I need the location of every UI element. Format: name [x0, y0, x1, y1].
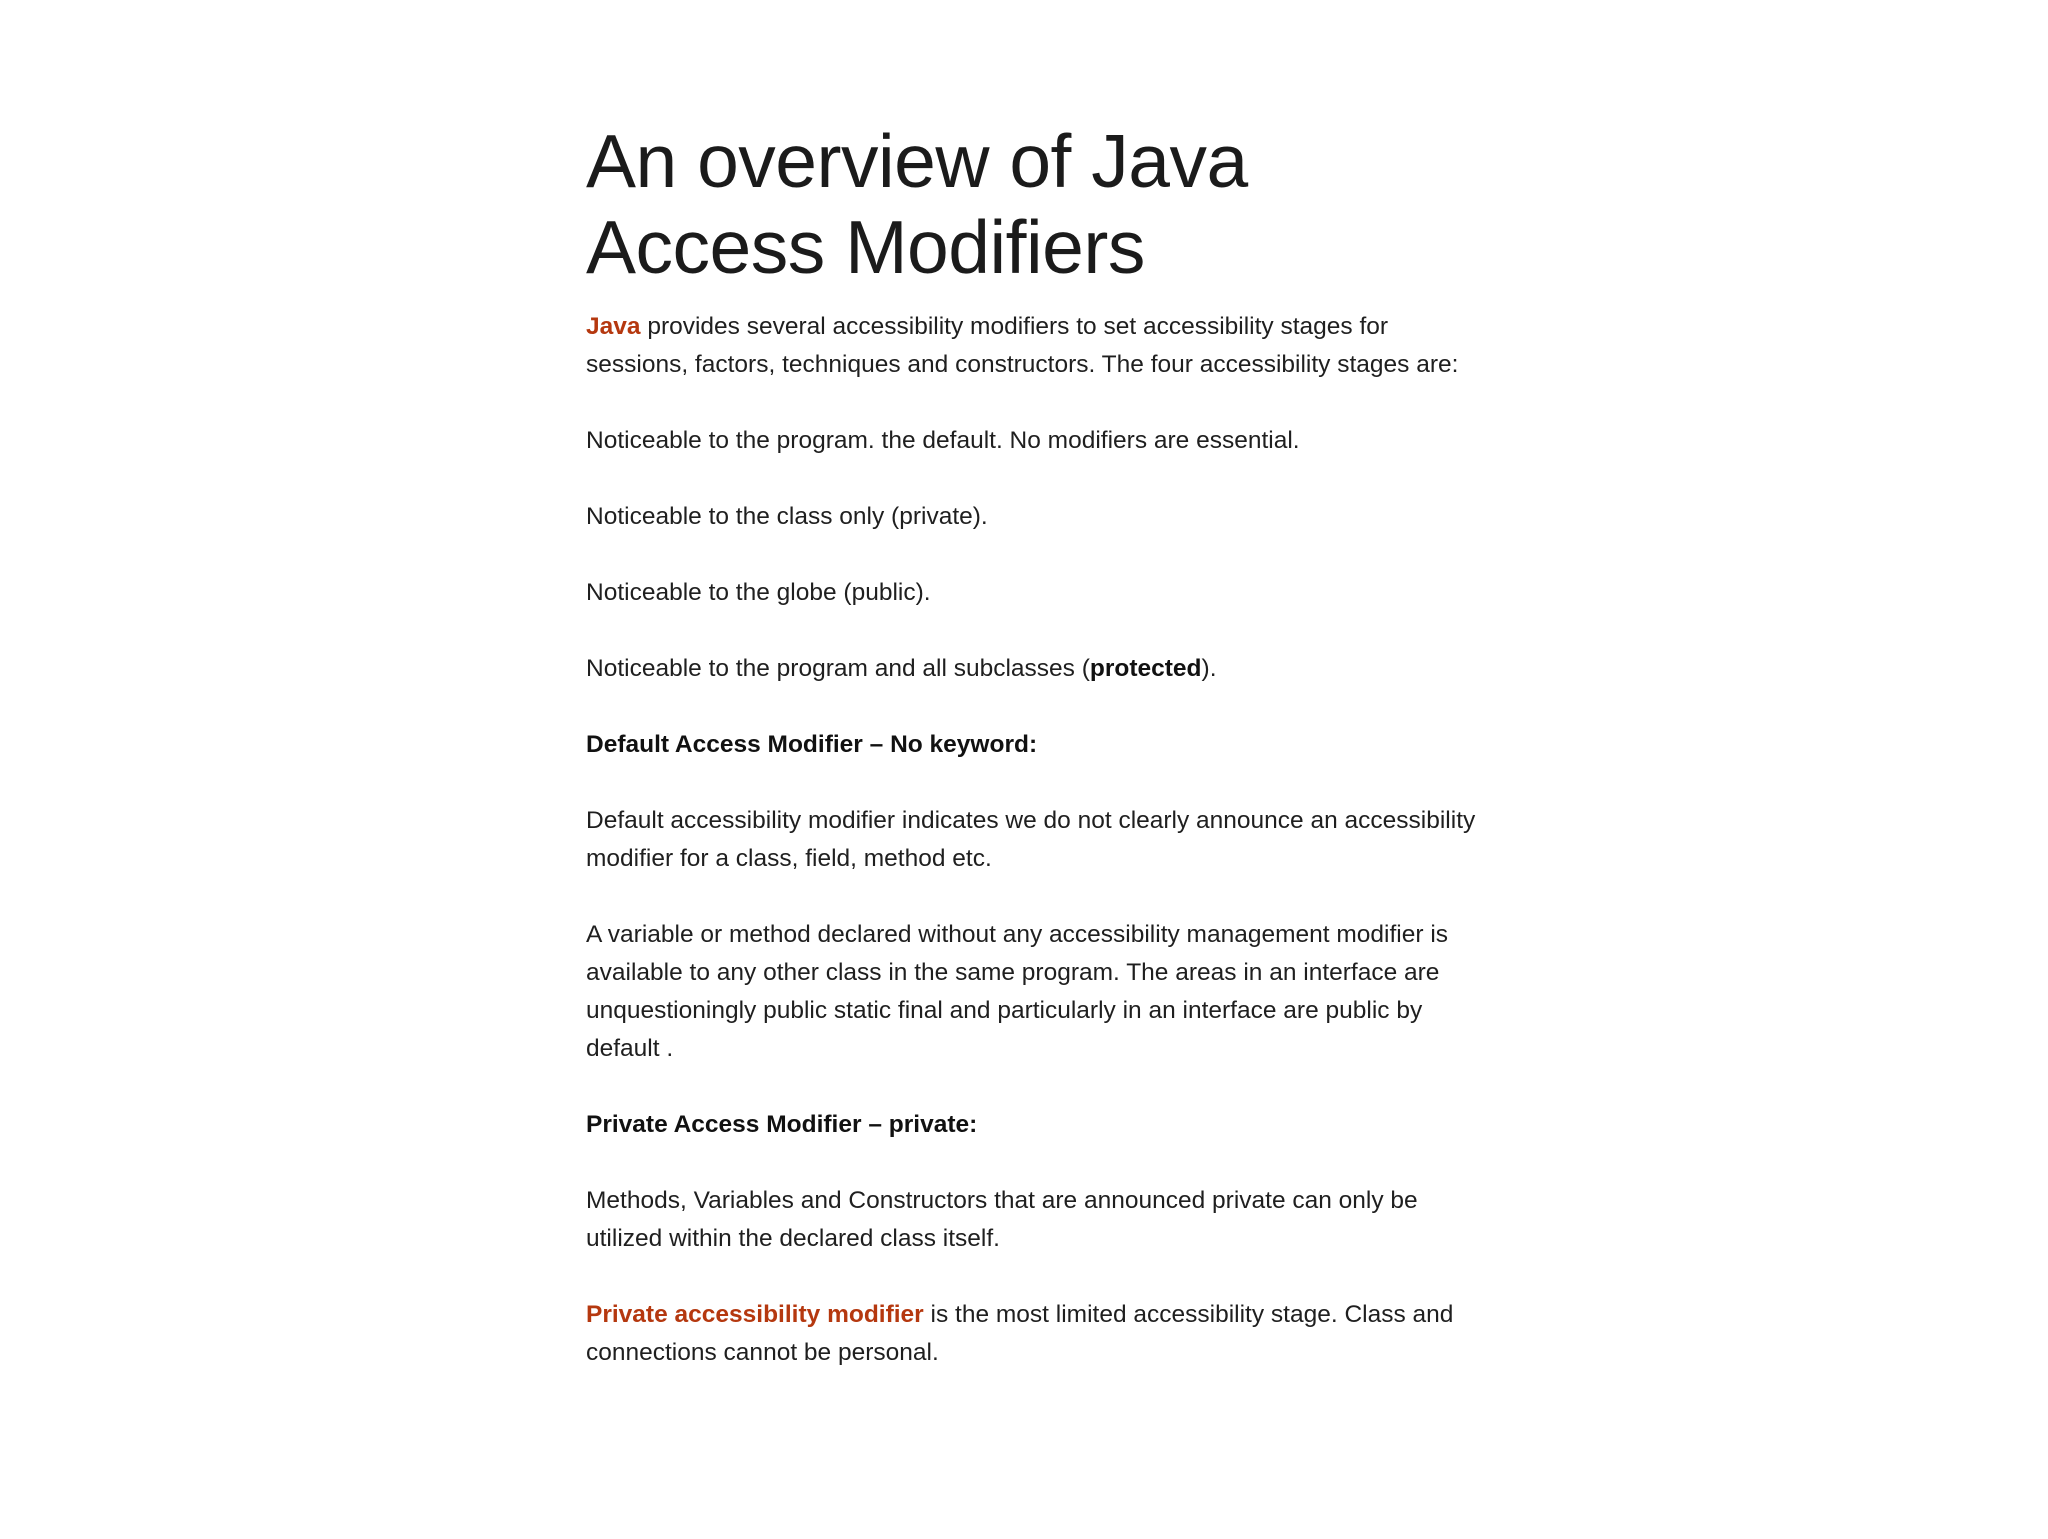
stage-default-paragraph: Noticeable to the program. the default. No modifiers are essential.: [586, 427, 1300, 454]
default-paragraph-2: A variable or method declared without any accessibility management modifier is available to any other class in the same program. The areas in an interface are unquestioningly public static final and particularly in an interface are public by default .: [586, 921, 1449, 1062]
private-paragraph-2: [586, 1296, 1476, 1372]
article: [586, 118, 1476, 1410]
intro-text: provides several accessibility modifiers to set accessibility stages for sessions, factors, techniques and constructors. The four accessibility stages are:: [586, 313, 1459, 378]
default-modifier-heading: Default Access Modifier – No keyword:: [586, 731, 1038, 758]
java-link[interactable]: Java: [586, 313, 641, 340]
default-paragraph-1: Default accessibility modifier indicates we do not clearly announce an accessibility modifier for a class, field, method etc.: [586, 807, 1476, 872]
stage-protected-before: Noticeable to the program and all subclasses (: [586, 655, 1090, 682]
stage-protected-after: ).: [1201, 655, 1217, 682]
private-modifier-heading: Private Access Modifier – private:: [586, 1111, 978, 1138]
title-line-1: An overview of Java: [586, 119, 1248, 203]
private-modifier-link[interactable]: Private accessibility modifier: [586, 1301, 924, 1328]
stage-protected-paragraph: [586, 650, 1476, 688]
private-paragraph-2-text: is the most limited accessibility stage. Class and connections cannot be personal.: [586, 1301, 1454, 1366]
title-line-2: Access Modifiers: [586, 205, 1145, 289]
stage-public-paragraph: Noticeable to the globe (public).: [586, 579, 931, 606]
page-title: [586, 118, 1476, 290]
protected-keyword: protected: [1089, 655, 1202, 682]
intro-paragraph: [586, 308, 1476, 384]
stage-private-paragraph: Noticeable to the class only (private).: [586, 503, 988, 530]
private-paragraph-1: Methods, Variables and Constructors that are announced private can only be utilized within the declared class itself.: [586, 1187, 1418, 1252]
